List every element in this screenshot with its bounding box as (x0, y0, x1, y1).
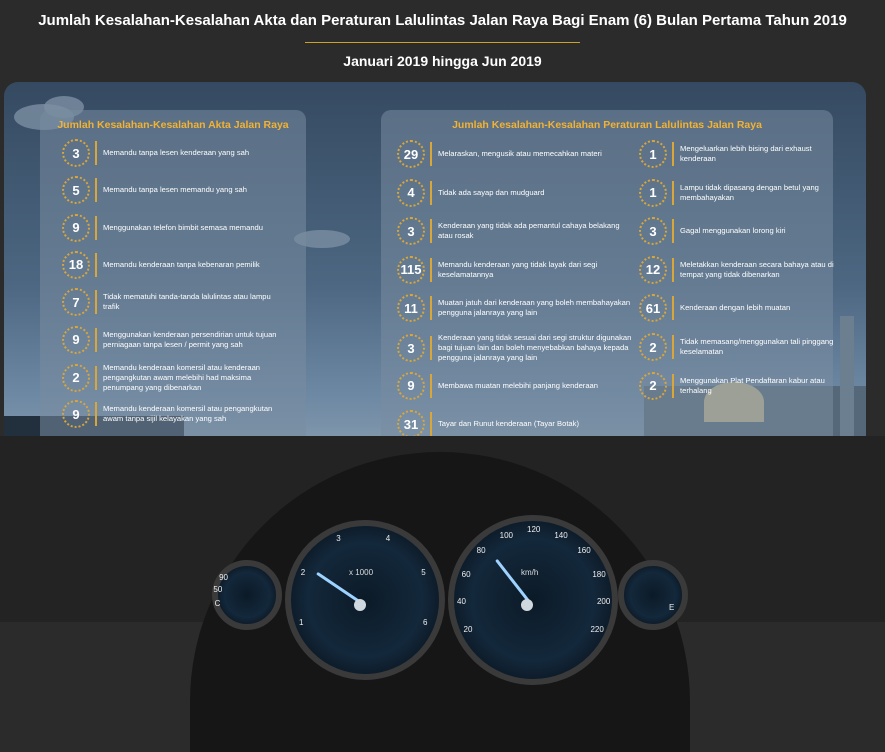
violation-count-badge: 5 (62, 176, 90, 204)
rpm-unit-label: x 1000 (349, 568, 374, 577)
rpm-tick-label: 1 (298, 617, 304, 627)
violation-item (62, 214, 288, 242)
violation-description: Memandu kenderaan tanpa kebenaran pemilik (103, 259, 260, 269)
divider-bar (95, 216, 97, 240)
violation-item (397, 410, 633, 438)
divider-bar (672, 374, 674, 398)
violation-description: Gagal menggunakan lorong kiri (680, 226, 786, 236)
akta-panel (40, 110, 306, 490)
divider-bar (95, 328, 97, 352)
violation-description: Menggunakan telefon bimbit semasa memandu (103, 222, 263, 232)
speed-tick-label: 60 (461, 569, 471, 579)
violation-count-badge: 1 (639, 140, 667, 168)
divider-bar (672, 181, 674, 205)
rpm-tick-label: 5 (421, 568, 426, 578)
rpm-needle-hub (354, 599, 366, 611)
small-gauge-tick-label: 90 (219, 573, 228, 583)
violation-item (639, 217, 840, 245)
tachometer-gauge (285, 520, 445, 680)
violation-description: Tidak ada sayap dan mudguard (438, 187, 545, 197)
violation-item (639, 294, 840, 322)
divider-bar (95, 253, 97, 277)
violation-count-badge: 9 (62, 326, 90, 354)
divider-bar (430, 258, 432, 282)
divider-bar (430, 296, 432, 320)
violation-item (639, 140, 840, 168)
violation-item (62, 176, 288, 204)
violation-count-badge: 2 (639, 333, 667, 361)
violation-count-badge: 1 (639, 179, 667, 207)
violation-count-badge: 9 (62, 400, 90, 428)
speed-tick-label: 220 (590, 624, 604, 634)
violation-description: Muatan jatuh dari kenderaan yang boleh membahayakan pengguna jalanraya yang lain (438, 298, 631, 318)
fuel-empty-label: E (669, 603, 675, 612)
violation-count-badge: 2 (639, 372, 667, 400)
peraturan-panel (381, 110, 833, 445)
violation-item (397, 140, 633, 168)
violation-description: Menggunakan Plat Pendaftaran kabur atau terhalang (680, 375, 825, 395)
divider-bar (672, 219, 674, 243)
divider-bar (95, 141, 97, 165)
speed-tick-label: 20 (463, 624, 473, 634)
violation-item (397, 294, 633, 322)
violation-item (639, 333, 840, 361)
violation-description: Memandu kenderaan yang tidak layak dari segi keselamatannya (438, 259, 598, 279)
violation-item (639, 372, 840, 400)
violation-item (397, 217, 633, 245)
violation-item (397, 256, 633, 284)
violation-description: Kenderaan yang tidak sesuai dari segi struktur digunakan bagi tujuan lain dan boleh menyebabkan bahaya kepada pengguna jalanraya yang lain (438, 333, 632, 362)
violation-count-badge: 3 (397, 217, 425, 245)
violation-item (62, 400, 288, 428)
divider-bar (95, 290, 97, 314)
violation-description: Kenderaan dengan lebih muatan (680, 303, 791, 313)
violation-item (397, 179, 633, 207)
violation-count-badge: 9 (397, 372, 425, 400)
fuel-gauge-right (618, 560, 688, 630)
violation-description: Meletakkan kenderaan secara bahaya atau di tempat yang tidak dibenarkan (680, 259, 834, 279)
violation-description: Melaraskan, mengusik atau memecahkan materi (438, 149, 602, 158)
akta-panel-title: Jumlah Kesalahan-Kesalahan Akta Jalan Raya (57, 119, 289, 131)
violation-item (62, 363, 288, 393)
divider-bar (95, 366, 97, 390)
violation-description: Membawa muatan melebihi panjang kenderaan (438, 380, 598, 390)
speed-tick-label: 160 (577, 546, 591, 556)
violation-description: Mengeluarkan lebih bising dari exhaust kenderaan (680, 144, 812, 163)
divider-bar (430, 219, 432, 243)
violation-description: Memandu tanpa lesen kenderaan yang sah (103, 148, 250, 157)
title-divider (305, 42, 580, 43)
speed-unit-label: km/h (521, 568, 539, 577)
violation-count-badge: 9 (62, 214, 90, 242)
violation-count-badge: 4 (397, 179, 425, 207)
rpm-tick-label: 4 (385, 533, 391, 543)
violation-item (397, 372, 633, 400)
violation-count-badge: 31 (397, 410, 425, 438)
violation-count-badge: 61 (639, 294, 667, 322)
divider-bar (430, 336, 432, 360)
violation-description: Memandu kenderaan komersil atau kenderaan pengangkutan awam melebihi had maksima penumpang yang dibenarkan (103, 362, 261, 392)
violation-count-badge: 11 (397, 294, 425, 322)
divider-bar (95, 402, 97, 426)
violation-description: Memandu kenderaan komersil atau pengangkutan awam tanpa sijil kelayakan yang sah (103, 404, 273, 424)
violation-count-badge: 115 (397, 256, 425, 284)
violation-count-badge: 2 (62, 364, 90, 392)
violation-item (639, 256, 840, 284)
divider-bar (672, 142, 674, 166)
violation-item (62, 288, 288, 316)
divider-bar (95, 178, 97, 202)
violation-count-badge: 7 (62, 288, 90, 316)
violation-description: Memandu tanpa lesen memandu yang sah (103, 185, 247, 195)
rpm-tick-label: 3 (336, 533, 341, 543)
header (0, 0, 885, 84)
fuel-temp-gauge-left (212, 560, 282, 630)
divider-bar (672, 258, 674, 282)
page-subtitle: Januari 2019 hingga Jun 2019 (343, 53, 542, 69)
speed-tick-label: 200 (596, 597, 611, 607)
rpm-tick-label: 2 (300, 568, 306, 578)
page-title: Jumlah Kesalahan-Kesalahan Akta dan Peraturan Lalulintas Jalan Raya Bagi Enam (6) Bulan Pertama Tahun 2019 (38, 12, 847, 29)
violation-item (62, 139, 288, 167)
divider-bar (430, 374, 432, 398)
violation-description: Menggunakan kenderaan persendirian untuk tujuan perniagaan tanpa lesen / permit yang sah (103, 329, 277, 349)
speed-tick-label: 100 (499, 530, 513, 540)
peraturan-panel-title: Jumlah Kesalahan-Kesalahan Peraturan Lalulintas Jalan Raya (452, 119, 762, 131)
speed-tick-label: 80 (476, 546, 486, 556)
violation-count-badge: 29 (397, 140, 425, 168)
rpm-tick-label: 6 (423, 617, 428, 627)
violation-item (62, 251, 288, 279)
violation-item (397, 333, 633, 363)
violation-description: Kenderaan yang tidak ada pemantul cahaya belakang atau rosak (438, 221, 620, 241)
violation-count-badge: 18 (62, 251, 90, 279)
speed-tick-label: 40 (457, 597, 466, 607)
speed-tick-label: 120 (527, 525, 541, 534)
violation-count-badge: 12 (639, 256, 667, 284)
divider-bar (672, 296, 674, 320)
divider-bar (430, 412, 432, 436)
violation-item (639, 179, 840, 207)
divider-bar (430, 181, 432, 205)
speed-tick-label: 140 (554, 530, 568, 540)
small-gauge-tick-label: C (214, 598, 221, 608)
violation-item (62, 326, 288, 354)
speed-tick-label: 180 (592, 569, 606, 579)
violation-count-badge: 3 (397, 334, 425, 362)
violation-description: Lampu tidak dipasang dengan betul yang membahayakan (680, 182, 819, 202)
violation-description: Tayar dan Runut kenderaan (Tayar Botak) (438, 419, 579, 429)
divider-bar (430, 142, 432, 166)
speedometer-gauge (448, 515, 618, 685)
speed-needle-hub (521, 599, 533, 611)
violation-description: Tidak mematuhi tanda-tanda lalulintas atau lampu trafik (103, 292, 271, 312)
violation-count-badge: 3 (62, 139, 90, 167)
violation-count-badge: 3 (639, 217, 667, 245)
violation-description: Tidak memasang/menggunakan tali pinggang keselamatan (680, 337, 834, 356)
small-gauge-tick-label: 50 (213, 585, 223, 595)
divider-bar (672, 335, 674, 359)
